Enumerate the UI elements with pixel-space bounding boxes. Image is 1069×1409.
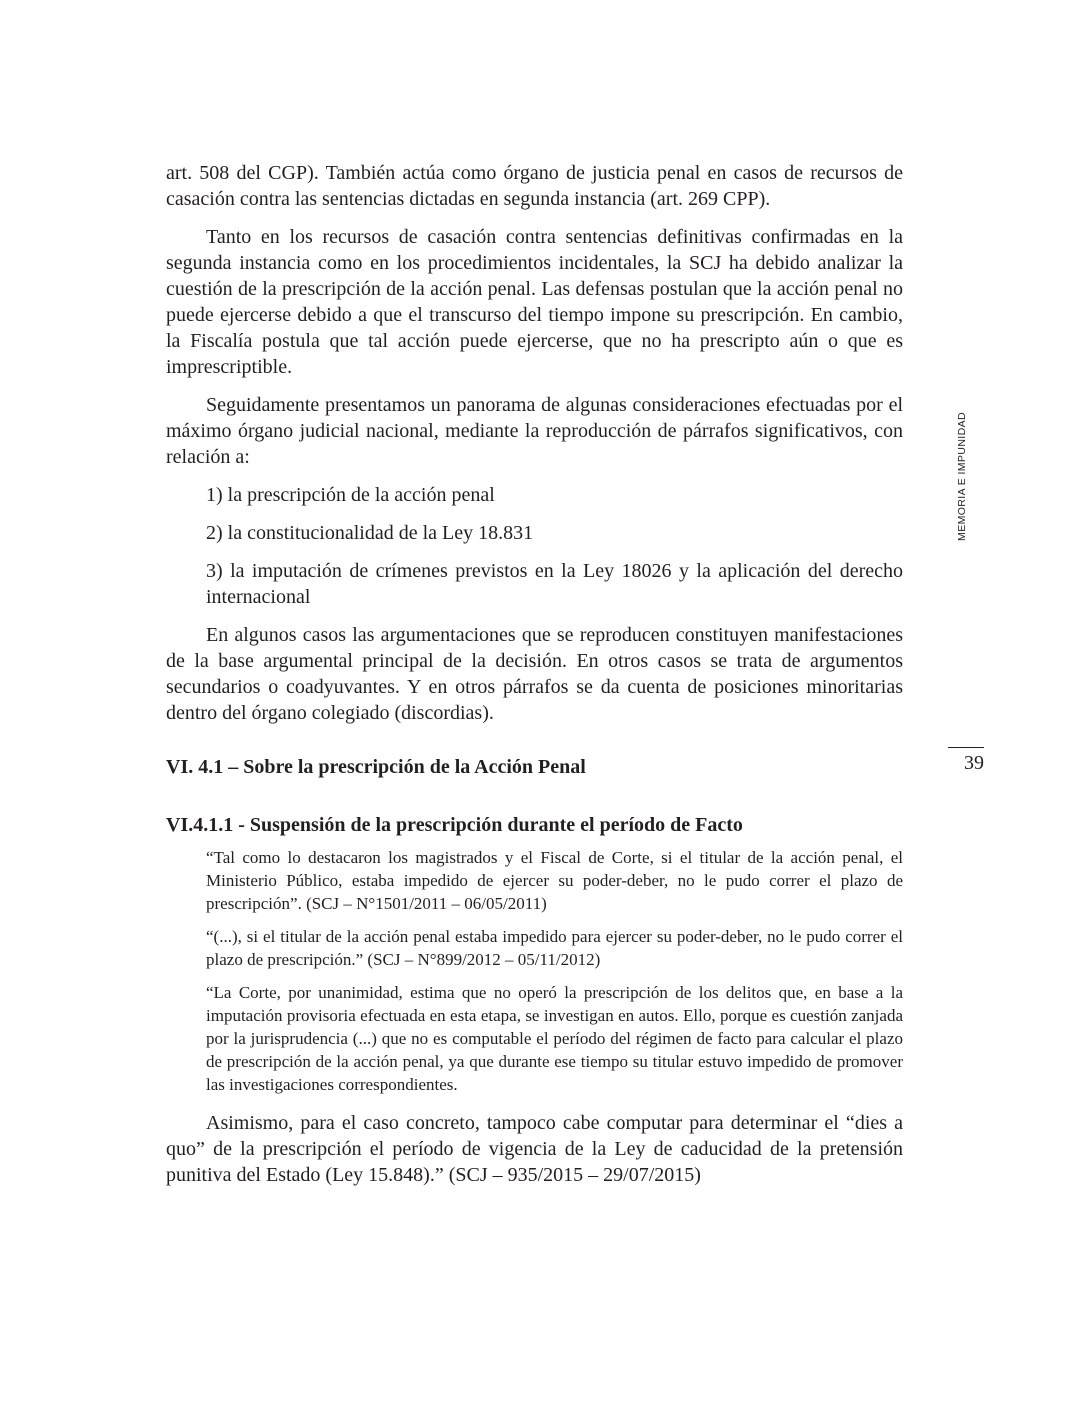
subsection-heading: VI.4.1.1 - Suspensión de la prescripción durante el período de Facto — [166, 814, 743, 836]
list-item-constitucionalidad: 2) la constitucionalidad de la Ley 18.831 — [206, 522, 534, 544]
section-heading: VI. 4.1 – Sobre la prescripción de la Acción Penal — [166, 756, 586, 778]
list-item-prescripcion: 1) la prescripción de la acción penal — [206, 484, 495, 506]
paragraph-argumentaciones: En algunos casos las argumentaciones que se reproducen constituyen manifestaciones de la base argumental principal de la decisión. En otros casos se trata de argumentos secundarios o coadyuvantes. Y en otros párrafos se da cuenta de posiciones minoritarias dentro del órgano colegiado (discordias). — [166, 624, 903, 724]
page-number-rule — [948, 747, 984, 748]
paragraph-closing: Asimismo, para el caso concreto, tampoco cabe computar para determinar el “dies a quo” de la prescripción el período de vigencia de la Ley de caducidad de la pretensión punitiva del Estado (Ley 15.848).” (SCJ – 935/2015 – 29/07/2015) — [166, 1112, 903, 1186]
paragraph-intro: art. 508 del CGP). También actúa como órgano de justicia penal en casos de recursos de casación contra las sentencias dictadas en segunda instancia (art. 269 CPP). — [166, 162, 903, 210]
list-item-imputacion: 3) la imputación de crímenes previstos en la Ley 18026 y la aplicación del derecho internacional — [206, 560, 903, 608]
quote-block-3: “La Corte, por unanimidad, estima que no operó la prescripción de los delitos que, en base a la imputación provisoria efectuada en esta etapa, se investigan en autos. Ello, porque es cuestión zanjada por la jurisprudencia (...) que no es computable el período del régimen de facto para calcular el plazo de prescripción de la acción penal, ya que durante ese tiempo su titular estuvo impedido de promover las investigaciones correspondientes. — [206, 983, 903, 1094]
paragraph-panorama: Seguidamente presentamos un panorama de algunas consideraciones efectuadas por el máximo órgano judicial nacional, mediante la reproducción de párrafos significativos, con relación a: — [166, 394, 903, 468]
quote-block-1: “Tal como lo destacaron los magistrados y el Fiscal de Corte, si el titular de la acción penal, el Ministerio Público, estaba impedido de ejercer su poder-deber, no le pudo correr el plazo de prescripción”. (SCJ – N°1501/2011 – 06/05/2011) — [206, 848, 903, 913]
quote-block-2: “(...), si el titular de la acción penal estaba impedido para ejercer su poder-deber, no le pudo correr el plazo de prescripción.” (SCJ – N°899/2012 – 05/11/2012) — [206, 927, 903, 969]
paragraph-casacion: Tanto en los recursos de casación contra sentencias definitivas confirmadas en la segunda instancia como en los procedimientos incidentales, la SCJ ha debido analizar la cuestión de la prescripción de la acción penal. Las defensas postulan que la acción penal no puede ejercerse debido a que el transcurso del tiempo impone su prescripción. En cambio, la Fiscalía postula que tal acción puede ejercerse, que no ha prescripto aún o que es imprescriptible. — [166, 226, 903, 378]
page-number: 39 — [964, 752, 984, 774]
running-header-vertical: MEMORIA E IMPUNIDAD — [956, 412, 968, 541]
body-text — [166, 160, 903, 1200]
